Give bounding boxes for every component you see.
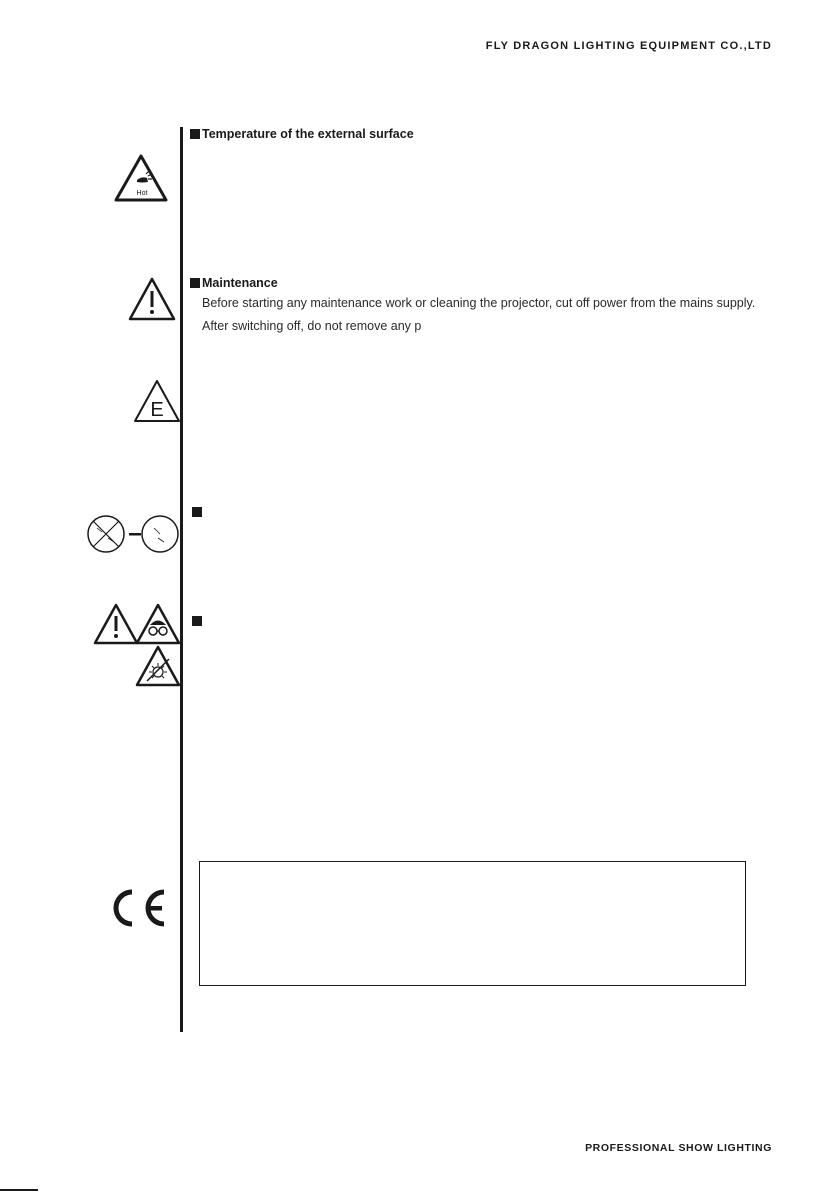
damaged-lens-replace-icon	[84, 512, 182, 556]
ce-mark-icon	[104, 886, 170, 930]
maintenance-heading	[190, 276, 278, 290]
svg-text:Hot: Hot	[136, 190, 148, 197]
margin-rule	[180, 127, 183, 1032]
footer-slogan: PROFESSIONAL SHOW LIGHTING	[585, 1142, 772, 1154]
uv-section-bullet	[192, 612, 204, 630]
warning-triangle-icon	[92, 602, 140, 646]
hot-surface-warning-icon	[112, 152, 170, 204]
ce-notice-box	[199, 861, 746, 986]
no-uv-light-icon	[134, 644, 182, 688]
temperature-heading	[190, 127, 414, 141]
maintenance-heading-text: Maintenance	[202, 276, 278, 290]
svg-text:E: E	[150, 399, 164, 421]
company-name: FLY DRAGON LIGHTING EQUIPMENT CO.,LTD	[485, 40, 772, 52]
page-edge-mark	[0, 1189, 38, 1191]
bullet-square	[192, 616, 202, 626]
eye-protection-icon	[134, 602, 182, 646]
warning-triangle-icon	[127, 276, 177, 322]
bullet-square	[190, 278, 200, 288]
bullet-square	[190, 129, 200, 139]
maintenance-line-2: After switching off, do not remove any p	[202, 319, 422, 333]
dash-icon	[129, 533, 141, 536]
maintenance-line-1: Before starting any maintenance work or cleaning the projector, cut off power from the mains supply.	[202, 296, 756, 310]
earth-warning-icon	[132, 378, 182, 424]
temperature-heading-text: Temperature of the external surface	[202, 127, 414, 141]
lens-section-bullet	[192, 503, 204, 521]
bullet-square	[192, 507, 202, 517]
